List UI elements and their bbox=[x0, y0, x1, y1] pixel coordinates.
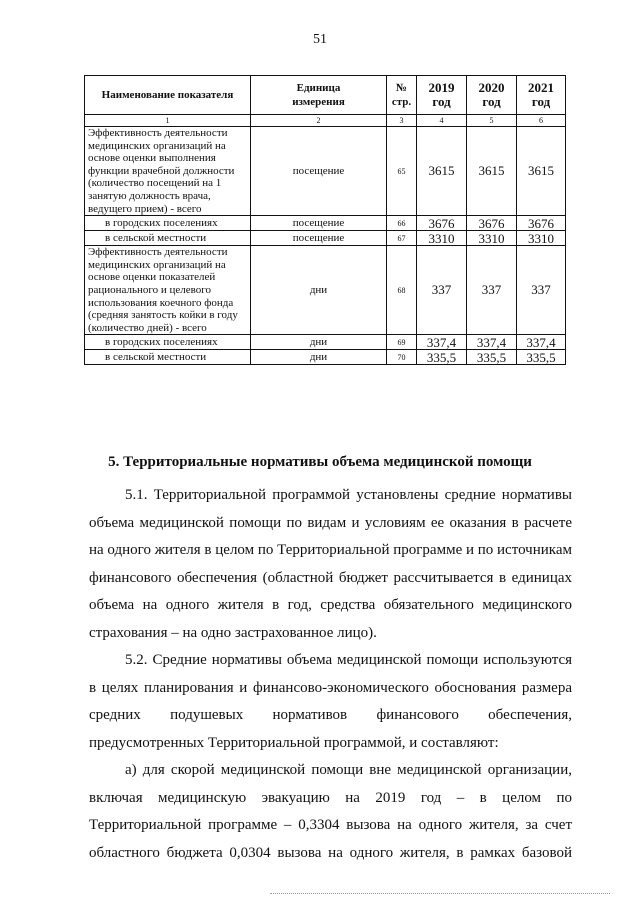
value-2019: 337,4 bbox=[417, 335, 467, 350]
table-row bbox=[85, 350, 566, 365]
header-row-number: № стр. bbox=[387, 76, 417, 115]
table-row bbox=[85, 216, 566, 231]
row-number: 67 bbox=[387, 231, 417, 246]
index-cell: 6 bbox=[517, 115, 566, 127]
indicator-unit: дни bbox=[251, 246, 387, 335]
value-2021: 335,5 bbox=[517, 350, 566, 365]
index-cell: 4 bbox=[417, 115, 467, 127]
paragraph-5-2: 5.2. Средние нормативы объема медицинской помощи используются в целях планирования и финансово-экономического обоснования размера средних подушевых нормативов финансового обеспечения, предусмотренных Территориальной программой, и составляют: bbox=[89, 652, 572, 751]
value-2020: 337 bbox=[467, 246, 517, 335]
index-cell: 3 bbox=[387, 115, 417, 127]
value-2020: 335,5 bbox=[467, 350, 517, 365]
header-2020: 2020 год bbox=[467, 76, 517, 115]
indicator-name: Эффективность деятельности медицинских организаций на основе оценки показателей рационального и целевого использования коечного фонда (средняя занятость койки в году (количество дней) - всего bbox=[85, 246, 251, 335]
header-2021: 2021 год bbox=[517, 76, 566, 115]
indicator-name: в городских поселениях bbox=[85, 216, 251, 231]
indicator-unit: посещение bbox=[251, 231, 387, 246]
paragraph-5-1: 5.1. Территориальной программой установлены средние нормативы объема медицинской помощи по видам и условиям ее оказания в расчете на одного жителя в целом по Территориальной программе и по источникам финансового обеспечения (областной бюджет рассчитывается в единицах объема на одного жителя в год, средства обязательного медицинского страхования – на одно застрахованное лицо). bbox=[89, 487, 572, 641]
section-heading: 5. Территориальные нормативы объема медицинской помощи bbox=[108, 454, 532, 470]
value-2021: 3310 bbox=[517, 231, 566, 246]
row-number: 70 bbox=[387, 350, 417, 365]
row-number: 65 bbox=[387, 127, 417, 216]
value-2019: 337 bbox=[417, 246, 467, 335]
value-2019: 335,5 bbox=[417, 350, 467, 365]
page-number: 51 bbox=[313, 32, 327, 47]
value-2021: 3676 bbox=[517, 216, 566, 231]
row-number: 68 bbox=[387, 246, 417, 335]
index-cell: 5 bbox=[467, 115, 517, 127]
value-2020: 3676 bbox=[467, 216, 517, 231]
header-name: Наименование показателя bbox=[85, 76, 251, 115]
value-2020: 3310 bbox=[467, 231, 517, 246]
table-row bbox=[85, 335, 566, 350]
indicator-name: в городских поселениях bbox=[85, 335, 251, 350]
value-2020: 337,4 bbox=[467, 335, 517, 350]
paragraph-a: а) для скорой медицинской помощи вне медицинской организации, включая медицинскую эвакуацию на 2019 год – в целом по Территориальной программе – 0,3304 вызова на одного жителя, за счет областного бюджета 0,0304 вызова на одного жителя, в рамках базовой bbox=[89, 762, 572, 861]
header-2019: 2019 год bbox=[417, 76, 467, 115]
row-number: 66 bbox=[387, 216, 417, 231]
indicator-unit: посещение bbox=[251, 127, 387, 216]
indicator-name: в сельской местности bbox=[85, 350, 251, 365]
header-unit: Единица измерения bbox=[251, 76, 387, 115]
table-index-row bbox=[85, 115, 566, 127]
table-row bbox=[85, 231, 566, 246]
value-2021: 337,4 bbox=[517, 335, 566, 350]
value-2020: 3615 bbox=[467, 127, 517, 216]
indicator-unit: посещение bbox=[251, 216, 387, 231]
indicator-name: в сельской местности bbox=[85, 231, 251, 246]
indicator-unit: дни bbox=[251, 350, 387, 365]
index-cell: 2 bbox=[251, 115, 387, 127]
indicators-table bbox=[84, 75, 566, 365]
value-2021: 3615 bbox=[517, 127, 566, 216]
index-cell: 1 bbox=[85, 115, 251, 127]
row-number: 69 bbox=[387, 335, 417, 350]
indicator-unit: дни bbox=[251, 335, 387, 350]
page-bottom-edge bbox=[270, 893, 610, 894]
value-2021: 337 bbox=[517, 246, 566, 335]
indicator-name: Эффективность деятельности медицинских организаций на основе оценки выполнения функции врачебной должности (количество посещений на 1 занятую должность врача, ведущего прием) - всего bbox=[85, 127, 251, 216]
value-2019: 3676 bbox=[417, 216, 467, 231]
value-2019: 3615 bbox=[417, 127, 467, 216]
table-header-row bbox=[85, 76, 566, 115]
value-2019: 3310 bbox=[417, 231, 467, 246]
table-row bbox=[85, 246, 566, 335]
table-row bbox=[85, 127, 566, 216]
